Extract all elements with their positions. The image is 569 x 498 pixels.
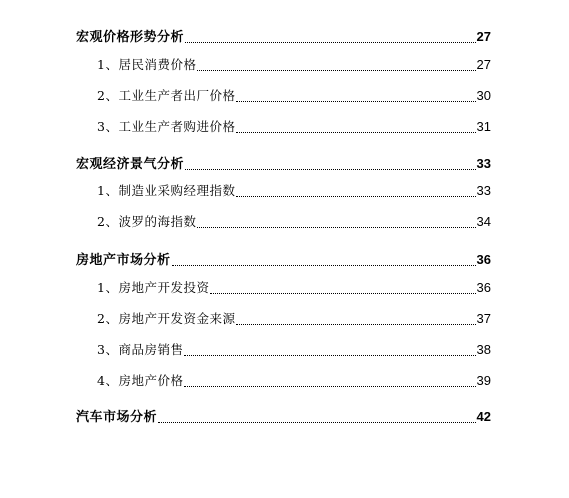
toc-entry-title: 1、房地产开发投资 [97,280,210,295]
dot-leader [184,386,475,387]
toc-section-entry[interactable] [76,408,491,426]
dot-leader [158,422,476,423]
dot-leader [210,293,475,294]
toc-entry-title: 3、工业生产者购进价格 [97,119,236,134]
toc-subsection-entry[interactable] [97,118,491,136]
toc-entry-title: 汽车市场分析 [76,410,158,425]
toc-subsection-entry[interactable] [97,341,491,359]
toc-entry-title: 2、工业生产者出厂价格 [97,88,236,103]
toc-entry-title: 2、房地产开发资金来源 [97,311,236,326]
dot-leader [197,227,475,228]
toc-subsection-entry[interactable] [97,213,491,231]
toc-subsection-entry[interactable] [97,56,491,74]
dot-leader [236,196,475,197]
toc-entry-page: 27 [476,57,491,72]
toc-section-entry[interactable] [76,251,491,269]
toc-entry-title: 2、波罗的海指数 [97,214,197,229]
toc-section-entry[interactable] [76,155,491,173]
toc-subsection-entry[interactable] [97,182,491,200]
toc-entry-page: 30 [476,88,491,103]
toc-entry-page: 39 [476,373,491,388]
dot-leader [197,70,475,71]
toc-entry-page: 37 [476,311,491,326]
toc-entry-title: 房地产市场分析 [76,253,171,268]
toc-entry-title: 1、居民消费价格 [97,57,197,72]
toc-entry-title: 4、房地产价格 [97,373,184,388]
toc-subsection-entry[interactable] [97,372,491,390]
dot-leader [236,101,475,102]
toc-entry-page: 33 [476,183,491,198]
toc-entry-page: 27 [476,29,491,44]
toc-subsection-entry[interactable] [97,279,491,297]
dot-leader [184,355,475,356]
toc-entry-page: 31 [476,119,491,134]
toc-subsection-entry[interactable] [97,310,491,328]
dot-leader [236,132,475,133]
toc-section-entry[interactable] [76,28,491,46]
toc-entry-page: 36 [476,252,491,267]
toc-entry-title: 宏观价格形势分析 [76,30,185,45]
toc-entry-title: 3、商品房销售 [97,342,184,357]
dot-leader [185,169,476,170]
dot-leader [236,324,475,325]
toc-subsection-entry[interactable] [97,87,491,105]
toc-entry-page: 38 [476,342,491,357]
toc-entry-page: 34 [476,214,491,229]
toc-entry-page: 42 [476,409,491,424]
dot-leader [172,265,476,266]
dot-leader [185,42,476,43]
toc-entry-title: 1、制造业采购经理指数 [97,183,236,198]
toc-entry-title: 宏观经济景气分析 [76,157,185,172]
toc-entry-page: 36 [476,280,491,295]
toc-entry-page: 33 [476,156,491,171]
